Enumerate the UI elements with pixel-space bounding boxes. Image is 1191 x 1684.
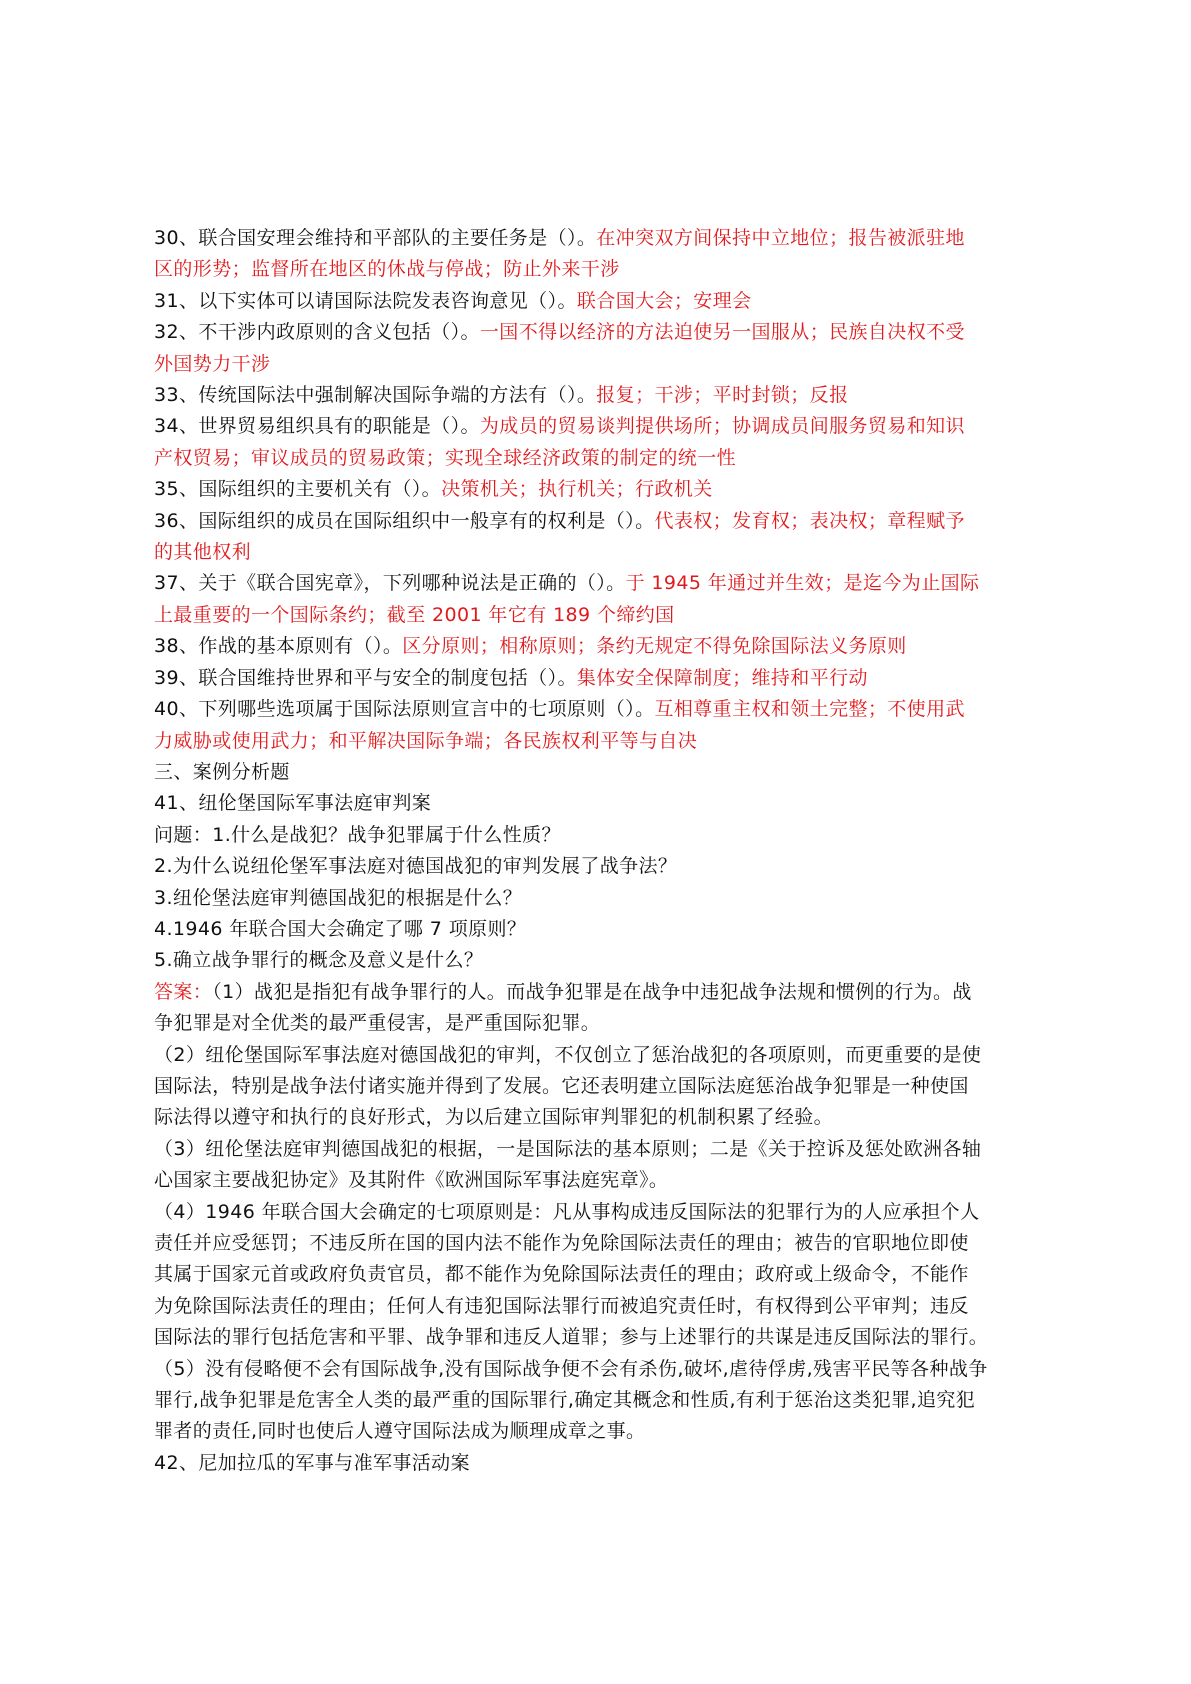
q36-line-2 — [154, 537, 1046, 568]
answer-line-11: 为免除国际法责任的理由；任何人有违犯国际法罪行而被追究责任时，有权得到公平审判；违反 — [154, 1294, 969, 1317]
case-41-question-3: 3.纽伦堡法庭审判德国战犯的根据是什么？ — [154, 886, 523, 909]
section-heading: 三、案例分析题 — [154, 760, 290, 783]
question-text: 34、世界贸易组织具有的职能是（）。 — [154, 415, 480, 438]
q34-line-2 — [154, 443, 1046, 474]
answer-text: 区分原则；相称原则；条约无规定不得免除国际法义务原则 — [402, 635, 907, 658]
answer-line-15: 罪者的责任,同时也使后人遵守国际法成为顺理成章之事。 — [154, 1420, 646, 1443]
answer-line-12: 国际法的罪行包括危害和平罪、战争罪和违反人道罪；参与上述罪行的共谋是违反国际法的罪行。 — [154, 1326, 989, 1349]
q35-line — [154, 474, 1046, 505]
answer-text: 力威胁或使用武力；和平解决国际争端；各民族权利平等与自决 — [154, 729, 698, 752]
answer-body: （1）战犯是指犯有战争罪行的人。而战争犯罪是在战争中违犯战争法规和惯例的行为。战 — [212, 980, 972, 1003]
answer-line-10: 其属于国家元首或政府负责官员，都不能作为免除国际法责任的理由；政府或上级命令，不能作 — [154, 1263, 969, 1286]
case-41-question-5: 5.确立战争罪行的概念及意义是什么？ — [154, 949, 484, 972]
answer-line-4: 国际法，特别是战争法付诸实施并得到了发展。它还表明建立国际法庭惩治战争犯罪是一种使国 — [154, 1074, 969, 1097]
answer-text: 产权贸易；审议成员的贸易政策；实现全球经济政策的制定的统一性 — [154, 446, 737, 469]
answer-line-13: （5）没有侵略便不会有国际战争,没有国际战争便不会有杀伤,破坏,虐待俘虏,残害平民等各种战争 — [154, 1357, 988, 1380]
q31-line — [154, 286, 1046, 317]
answer-line-7: 心国家主要战犯协定》及其附件《欧洲国际军事法庭宪章》。 — [154, 1169, 669, 1192]
q39-line — [154, 663, 1046, 694]
q36-line-1 — [154, 506, 1046, 537]
answer-text: 报复；干涉；平时封锁；反报 — [596, 384, 849, 407]
answer-text: 联合国大会；安理会 — [576, 289, 752, 312]
document-body — [154, 223, 1046, 1479]
case-41-question-2: 2.为什么说纽伦堡军事法庭对德国战犯的审判发展了战争法？ — [154, 855, 678, 878]
q32-line-1 — [154, 317, 1046, 348]
answer-text: 外国势力干涉 — [154, 352, 271, 375]
question-text: 33、传统国际法中强制解决国际争端的方法有（）。 — [154, 384, 597, 407]
q40-line-1 — [154, 694, 1046, 725]
answer-text: 为成员的贸易谈判提供场所；协调成员间服务贸易和知识 — [479, 415, 965, 438]
answer-text: 上最重要的一个国际条约；截至 2001 年它有 189 个缔约国 — [154, 603, 675, 626]
answer-line-3: （2）纽伦堡国际军事法庭对德国战犯的审判，不仅创立了惩治战犯的各项原则，而更重要的是使 — [154, 1043, 982, 1066]
q33-line — [154, 380, 1046, 411]
q37-line-1 — [154, 568, 1046, 599]
answer-text: 决策机关；执行机关；行政机关 — [441, 478, 713, 501]
answer-text: 在冲突双方间保持中立地位；报告被派驻地 — [596, 227, 965, 249]
answer-text: 于 1945 年通过并生效；是迄今为止国际 — [625, 572, 980, 595]
question-text: 40、下列哪些选项属于国际法原则宣言中的七项原则（）。 — [154, 698, 655, 721]
answer-text: 的其他权利 — [154, 541, 252, 564]
answer-line-14: 罪行,战争犯罪是危害全人类的最严重的国际罪行,确定其概念和性质,有利于惩治这类犯罪,追究犯 — [154, 1389, 976, 1412]
case-41-question-1: 问题：1.什么是战犯？战争犯罪属于什么性质？ — [154, 823, 561, 846]
answer-line-9: 责任并应受惩罚；不违反所在国的国内法不能作为免除国际法责任的理由；被告的官职地位即使 — [154, 1232, 969, 1254]
question-text: 31、以下实体可以请国际法院发表咨询意见（）。 — [154, 289, 577, 312]
question-text: 32、不干涉内政原则的含义包括（）。 — [154, 321, 480, 344]
question-text: 30、联合国安理会维持和平部队的主要任务是（）。 — [154, 227, 597, 249]
answer-line-6: （3）纽伦堡法庭审判德国战犯的根据，一是国际法的基本原则；二是《关于控诉及惩处欧洲各轴 — [154, 1137, 982, 1160]
answer-line-2: 争犯罪是对全优类的最严重侵害，是严重国际犯罪。 — [154, 1012, 601, 1035]
q37-line-2 — [154, 600, 1046, 631]
q30-line-1 — [154, 223, 1046, 254]
answer-line-8: （4）1946 年联合国大会确定的七项原则是：凡从事构成违反国际法的犯罪行为的人应承担个人 — [154, 1200, 980, 1223]
q34-line-1 — [154, 411, 1046, 442]
case-42-title: 42、尼加拉瓜的军事与准军事活动案 — [154, 1451, 470, 1474]
answer-text: 互相尊重主权和领土完整；不使用武 — [654, 698, 965, 721]
answer-text: 区的形势；监督所在地区的休战与停战；防止外来干涉 — [154, 258, 620, 281]
q40-line-2 — [154, 726, 1046, 757]
q38-line — [154, 631, 1046, 662]
q30-line-2 — [154, 254, 1046, 285]
answer-text: 集体安全保障制度；维持和平行动 — [576, 666, 868, 689]
question-text: 37、关于《联合国宪章》，下列哪种说法是正确的（）。 — [154, 572, 626, 595]
question-text: 36、国际组织的成员在国际组织中一般享有的权利是（）。 — [154, 509, 655, 532]
answer-text: 一国不得以经济的方法迫使另一国服从；民族自决权不受 — [479, 321, 965, 344]
case-41-question-4: 4.1946 年联合国大会确定了哪 7 项原则？ — [154, 917, 527, 940]
question-text: 38、作战的基本原则有（）。 — [154, 635, 403, 658]
case-41-title: 41、纽伦堡国际军事法庭审判案 — [154, 792, 432, 815]
question-text: 39、联合国维持世界和平与安全的制度包括（）。 — [154, 666, 577, 689]
question-text: 35、国际组织的主要机关有（）。 — [154, 478, 442, 501]
answer-line-5: 际法得以遵守和执行的良好形式，为以后建立国际审判罪犯的机制积累了经验。 — [154, 1106, 834, 1129]
answer-label: 答案： — [154, 980, 213, 1003]
answer-text: 代表权；发育权；表决权；章程赋予 — [654, 509, 965, 532]
answer-line-1 — [154, 977, 1046, 1008]
q32-line-2 — [154, 349, 1046, 380]
